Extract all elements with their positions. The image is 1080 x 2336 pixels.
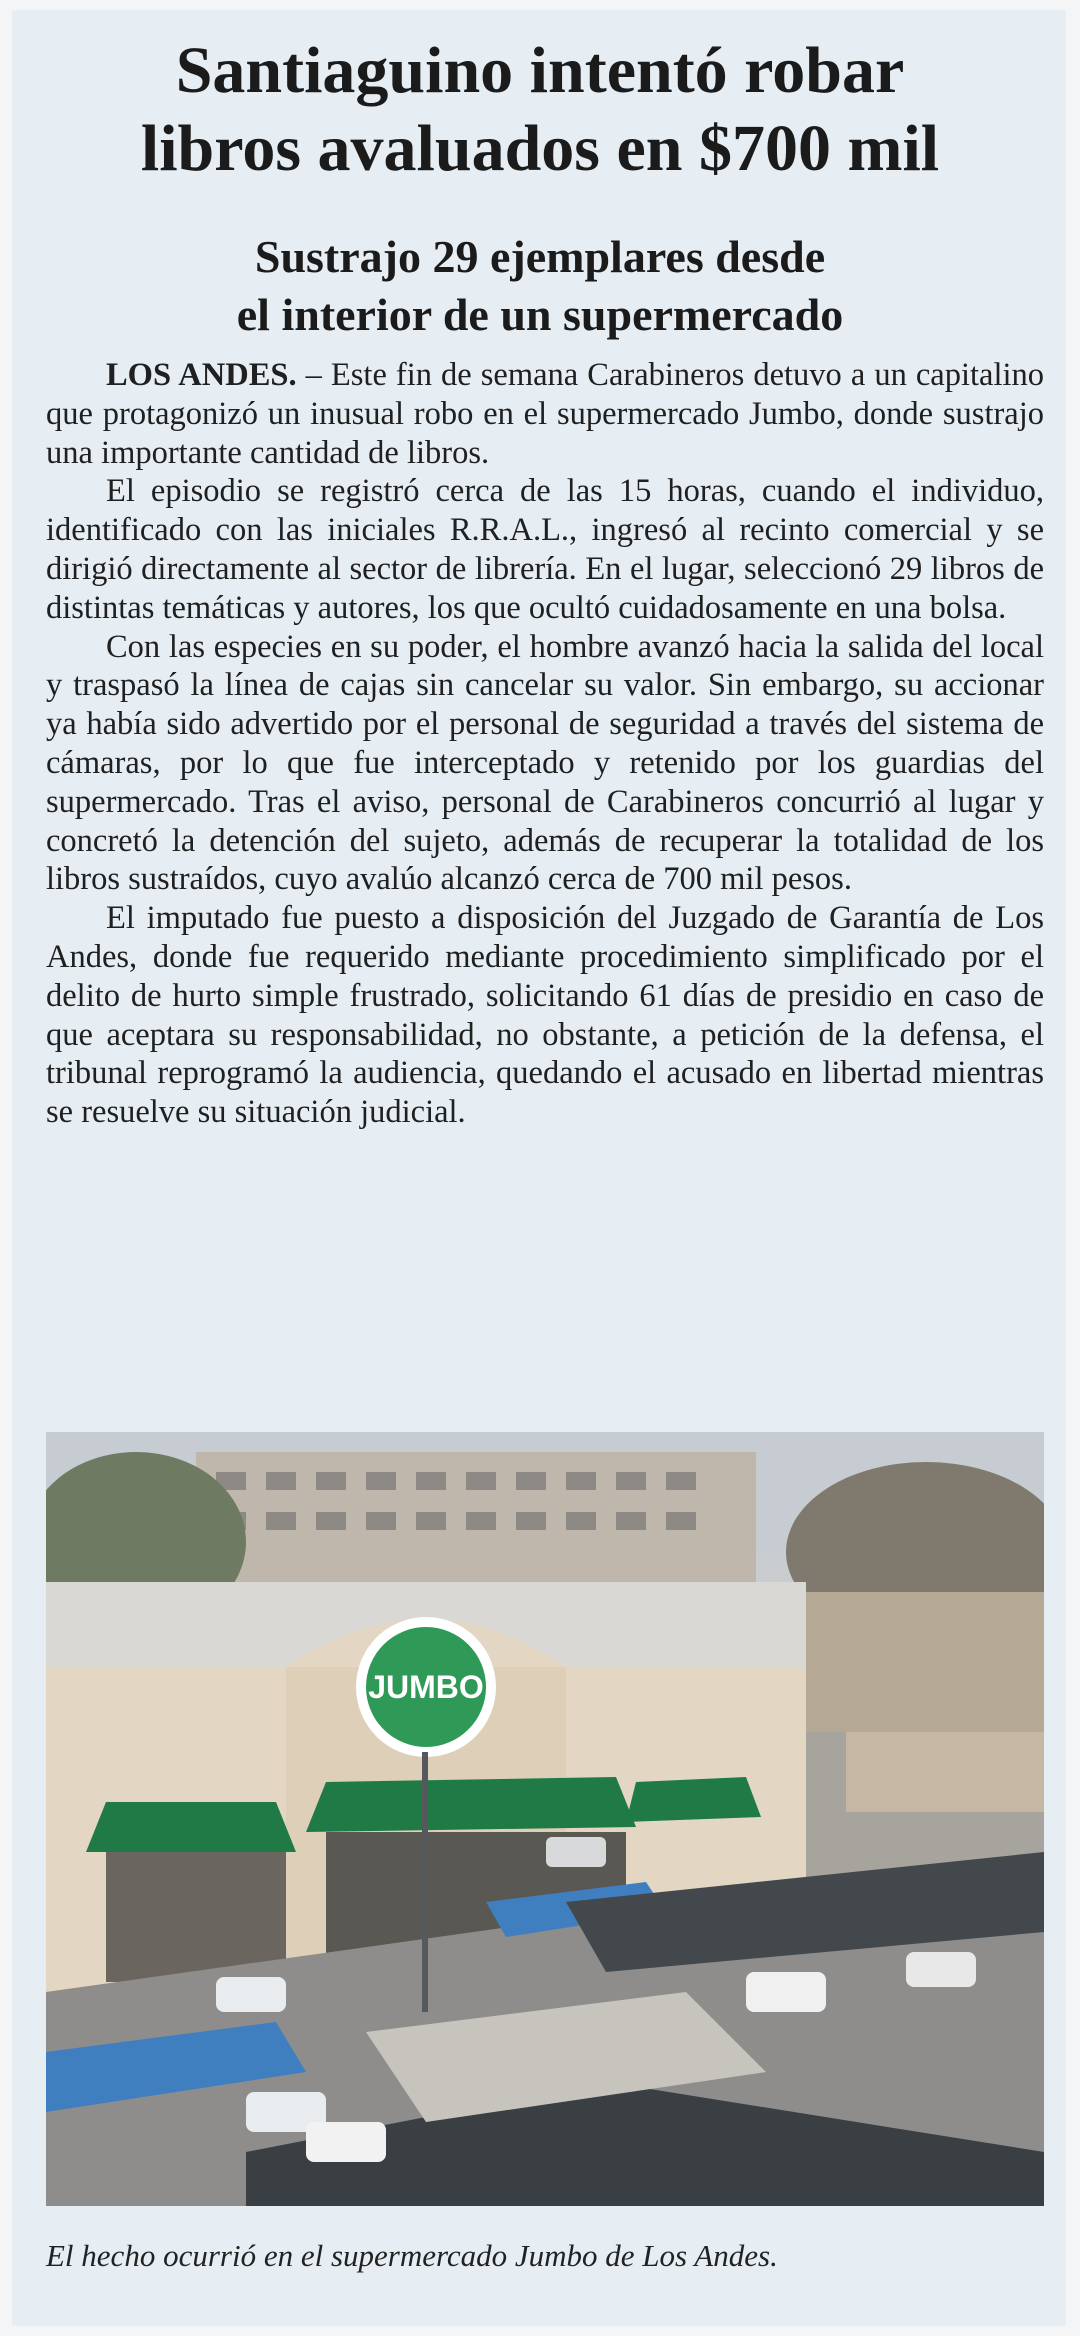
subheadline bbox=[0, 228, 1080, 344]
subhead-line-1: Sustrajo 29 ejemplares desde bbox=[254, 231, 826, 282]
paragraph-2: El episodio se registró cerca de las 15 horas, cuando el individuo, identificado con las iniciales R.R.A.L., ingresó al recinto comercial y se dirigió directamente al sector de librería. En el lugar, seleccionó 29 libros de distintas temáticas y autores, los que ocultó cuidadosamente en una bolsa. bbox=[46, 473, 1044, 626]
subhead-line-2: el interior de un supermercado bbox=[236, 289, 844, 340]
supermarket-photo bbox=[46, 1432, 1044, 2206]
paragraph-1 bbox=[46, 356, 1044, 472]
headline bbox=[0, 32, 1080, 188]
store-sign-text: JUMBO bbox=[368, 1669, 484, 1705]
paragraph-1-text: – Este fin de semana Carabineros detuvo a un capitalino que protagonizó un inusual robo en el supermercado Jumbo, donde sustrajo una importante cantidad de libros. bbox=[46, 357, 1045, 471]
headline-line-2: libros avaluados en $700 mil bbox=[140, 112, 940, 185]
dateline: LOS ANDES. bbox=[106, 357, 297, 393]
paragraph-4: El imputado fue puesto a disposición del Juzgado de Garantía de Los Andes, donde fue requerido mediante procedimiento simplificado por el delito de hurto simple frustrado, solicitando 61 días de presidio en caso de que aceptara su responsabilidad, no obstante, a petición de la defensa, el tribunal reprogramó la audiencia, quedando el acusado en libertad mientras se resuelve su situación judicial. bbox=[46, 900, 1044, 1131]
photo-caption: El hecho ocurrió en el supermercado Jumbo de Los Andes. bbox=[46, 2238, 778, 2273]
article-body bbox=[46, 356, 1044, 1132]
paragraph-3: Con las especies en su poder, el hombre avanzó hacia la salida del local y traspasó la línea de cajas sin cancelar su valor. Sin embargo, su accionar ya había sido advertido por el personal de seguridad a través del sistema de cámaras, por lo que fue interceptado y retenido por los guardias del supermercado. Tras el aviso, personal de Carabineros concurrió al lugar y concretó la detención del sujeto, además de recuperar la totalidad de los libros sustraídos, cuyo avalúo alcanzó cerca de 700 mil pesos. bbox=[46, 628, 1044, 898]
headline-line-1: Santiaguino intentó robar bbox=[175, 34, 905, 107]
supermarket-illustration bbox=[46, 1432, 1044, 2206]
